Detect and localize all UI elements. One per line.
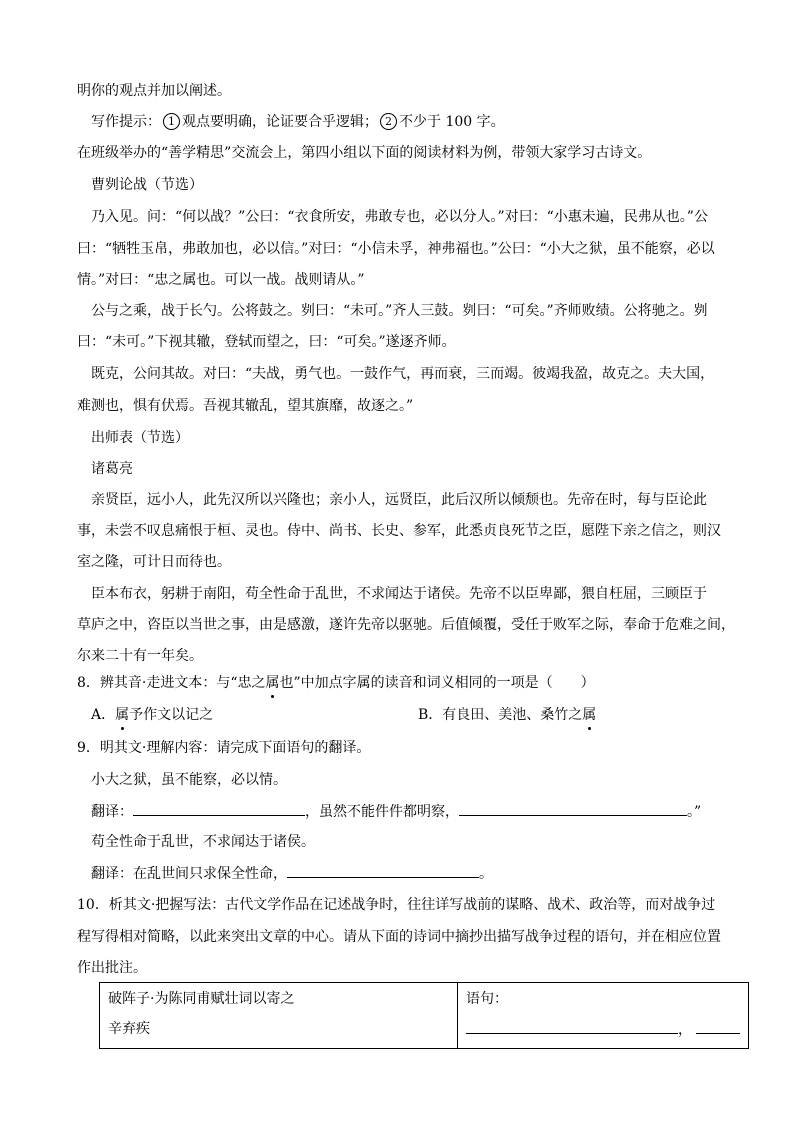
text-line: 明你的观点并加以阐述。 (77, 83, 231, 99)
option-a[interactable] (91, 705, 213, 725)
writing-tip-2: 不少于 100 字。 (399, 114, 505, 130)
source-sentence: 苟全性命于乱世，不求闻达于诸侯。 (91, 834, 315, 850)
passage-author: 诸葛亮 (91, 461, 133, 477)
poem-answer-table (99, 982, 749, 1049)
translation-text: 。” (687, 804, 702, 820)
option-b[interactable] (418, 705, 596, 725)
poem-title: 破阵子·为陈同甫赋壮词以寄之 (108, 991, 295, 1007)
passage-line: 尔来二十有一年矣。 (77, 648, 203, 664)
question-10-stem: 程写得相对简略，以此来突出文章的中心。请从下面的诗词中摘抄出描写战争过程的语句，并在相应位置 (77, 929, 721, 945)
answer-blank[interactable] (287, 863, 479, 878)
passage-line: 公与之乘，战于长勺。公将鼓之。刿曰：“未可。”齐人三鼓。刿曰：“可矣。”齐师败绩。公将驰之。刿 (91, 303, 708, 319)
passage-line: 曰：“牺牲玉帛，弗敢加也，必以信。”对曰：“小信未孚，神弗福也。”公曰：“小大之狱，虽不能察，必以 (77, 241, 715, 257)
question-10-stem: 作出批注。 (77, 960, 147, 976)
text-line: 在班级举办的“善学精思”交流会上，第四小组以下面的阅读材料为例，带领大家学习古诗文。 (77, 145, 652, 161)
dotted-char: 属 (115, 707, 130, 723)
answer-blank[interactable] (466, 1019, 678, 1034)
poem-author: 辛弃疾 (108, 1021, 150, 1037)
passage-title: 出师表（节选） (91, 430, 189, 446)
translation-1 (91, 801, 701, 822)
translation-text: ，虽然不能件件都明察， (305, 804, 459, 820)
circled-number: 2 (380, 113, 397, 130)
answer-blank[interactable] (133, 801, 305, 816)
passage-line: 曰：“未可。”下视其辙，登轼而望之，曰：“可矣。”遂逐齐师。 (77, 334, 456, 350)
dotted-char: 属 (265, 675, 280, 691)
passage-title: 曹刿论战（节选） (91, 177, 203, 193)
option-text: B．有良田、美池、桑竹之 (418, 707, 583, 723)
sentence-label: 语句： (466, 991, 508, 1007)
writing-tips-label: 写作提示： (91, 114, 161, 130)
writing-tips (91, 112, 505, 132)
writing-tip-1: 观点要明确，论证要合乎逻辑； (182, 114, 378, 130)
answer-blank[interactable] (696, 1019, 740, 1034)
sentence-cell (458, 983, 749, 1049)
passage-line: 既克，公问其故。对曰：“夫战，勇气也。一鼓作气，再而衰，三而竭。彼竭我盈，故克之。夫大国， (91, 366, 715, 382)
question-8-stem (77, 673, 595, 693)
passage-line: 亲贤臣，远小人，此先汉所以兴隆也；亲小人，远贤臣，此后汉所以倾颓也。先帝在时，每与臣论此 (91, 492, 707, 508)
poem-cell (100, 983, 458, 1049)
source-sentence: 小大之狱，虽不能察，必以情。 (91, 772, 287, 788)
passage-line: 室之隆，可计日而待也。 (77, 554, 231, 570)
passage-line: 臣本布衣，躬耕于南阳，苟全性命于乱世，不求闻达于诸侯。先帝不以臣卑鄙，猥自枉屈，三顾臣于 (91, 586, 707, 602)
stem-text: 8．辨其音·走进文本：与“忠之 (77, 675, 266, 691)
answer-blank[interactable] (459, 801, 687, 816)
option-label: A． (91, 707, 116, 723)
translation-label: 翻译： (91, 804, 133, 820)
passage-line: 情。”对曰：“忠之属也。可以一战。战则请从。” (77, 272, 365, 288)
dotted-char: 属 (582, 707, 597, 723)
passage-line: 事，未尝不叹息痛恨于桓、灵也。侍中、尚书、长史、参军，此悉贞良死节之臣，愿陛下亲之信之，则汉 (77, 523, 721, 539)
circled-number: 1 (163, 113, 180, 130)
sentence-answer (466, 1019, 740, 1040)
option-text: 予作文以记之 (129, 707, 214, 723)
translation-text: 。 (479, 866, 493, 882)
passage-line: 乃入见。问：“何以战？”公曰：“衣食所安，弗敢专也，必以分人。”对曰：“小惠未遍，民弗从也。”公 (91, 209, 708, 225)
question-9-stem: 9．明其文·理解内容：请完成下面语句的翻译。 (77, 740, 371, 756)
comma-text: ， (678, 1022, 692, 1038)
passage-line: 难测也，惧有伏焉。吾视其辙乱，望其旗靡，故逐之。” (77, 398, 414, 414)
question-10-stem: 10．析其文·把握写法：古代文学作品在记述战争时，往往详写战前的谋略、战术、政治等，而对战争过 (77, 897, 716, 913)
translation-label: 翻译：在乱世间只求保全性命， (91, 866, 287, 882)
passage-line: 草庐之中，咨臣以当世之事，由是感激，遂许先帝以驱驰。后值倾覆，受任于败军之际，奉命于危难之间， (77, 617, 735, 633)
translation-2 (91, 863, 493, 884)
stem-text: 也”中加点字属的读音和词义相同的一项是（ ） (279, 675, 595, 691)
